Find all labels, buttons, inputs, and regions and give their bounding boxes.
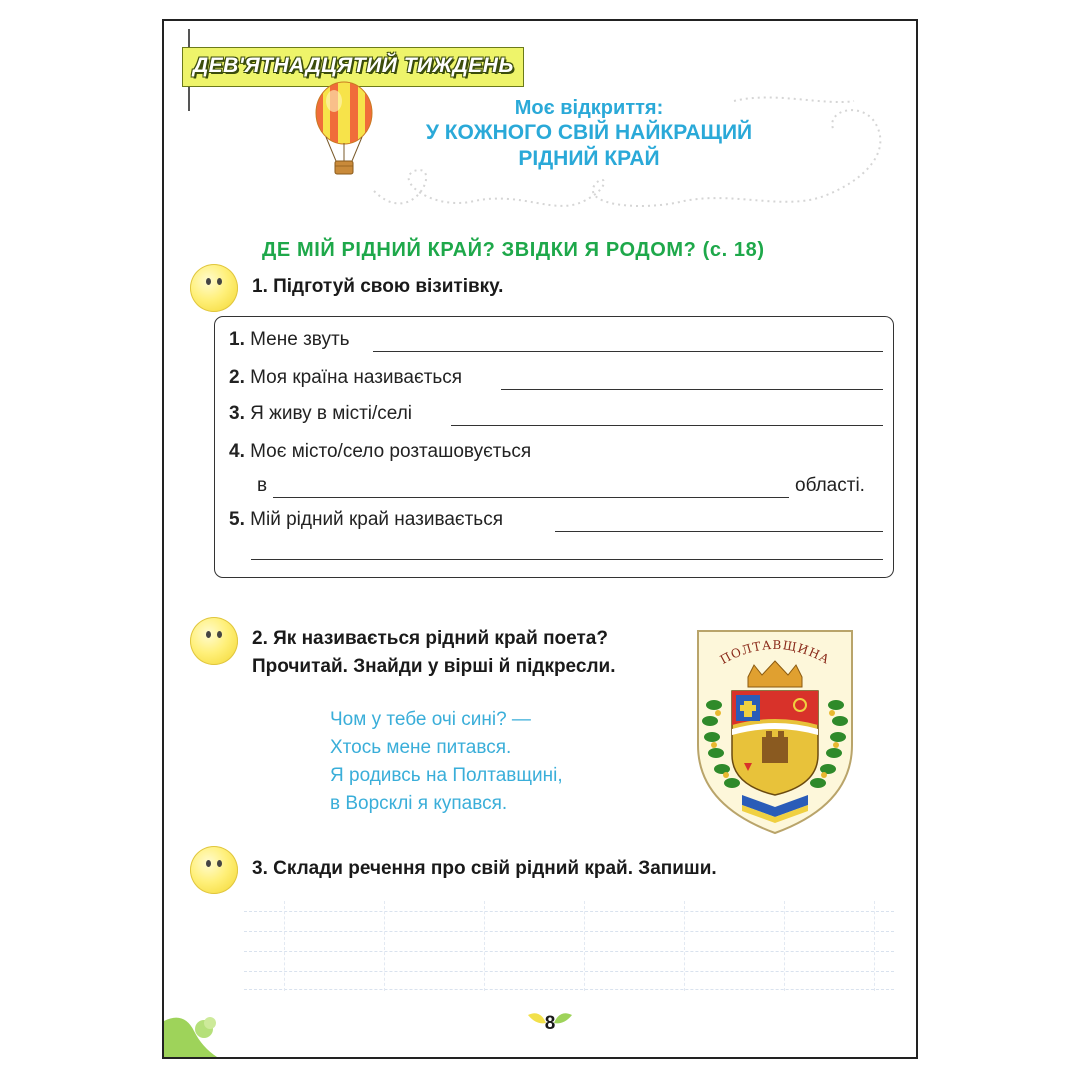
leaf-decoration-icon bbox=[164, 1001, 234, 1059]
form-item-5 bbox=[229, 509, 503, 531]
discovery-title-line1: У КОЖНОГО СВІЙ НАЙКРАЩИЙ bbox=[425, 121, 753, 144]
workbook-page bbox=[162, 19, 918, 1059]
form-item-label: Мій рідний край називається bbox=[250, 509, 503, 530]
native-land-input-line[interactable] bbox=[555, 531, 883, 532]
form-item-label: Моя країна називається bbox=[250, 367, 463, 388]
poem-line: Я родивсь на Полтавщині, bbox=[330, 765, 563, 786]
region-suffix: області. bbox=[795, 475, 865, 496]
city-input-line[interactable] bbox=[451, 425, 883, 426]
name-input-line[interactable] bbox=[373, 351, 883, 352]
task1-title: 1. Підготуй свою візитівку. bbox=[252, 276, 504, 297]
poltava-coat-of-arms-icon bbox=[692, 625, 858, 839]
emblem-caption: ПОЛТАВЩИНА bbox=[717, 637, 833, 667]
task2-title-line2: Прочитай. Знайди у вірші й підкресли. bbox=[252, 656, 616, 677]
task3-title: 3. Склади речення про свій рідний край. Запиши. bbox=[252, 858, 717, 879]
form-item-number: 1. bbox=[229, 329, 245, 350]
smiley-icon bbox=[190, 617, 238, 665]
poem-line: в Ворсклі я купався. bbox=[330, 793, 508, 814]
discovery-title-line2: РІДНИЙ КРАЙ bbox=[518, 147, 660, 170]
native-land-input-line-2[interactable] bbox=[251, 559, 883, 560]
discovery-label: Моє відкриття: bbox=[514, 97, 664, 119]
form-item-number: 4. bbox=[229, 441, 245, 462]
task2-title-line1: 2. Як називається рідний край поета? bbox=[252, 628, 608, 649]
form-item-2 bbox=[229, 367, 462, 389]
smiley-icon bbox=[190, 264, 238, 312]
region-prefix: в bbox=[257, 475, 268, 496]
form-item-1 bbox=[229, 329, 350, 351]
form-item-3 bbox=[229, 403, 412, 425]
poem bbox=[330, 706, 563, 818]
country-input-line[interactable] bbox=[501, 389, 883, 390]
region-input-line[interactable] bbox=[273, 497, 789, 498]
section-heading: ДЕ МІЙ РІДНИЙ КРАЙ? ЗВІДКИ Я РОДОМ? (с. 18) bbox=[262, 239, 765, 261]
week-label: ДЕВ'ЯТНАДЦЯТИЙ ТИЖДЕНЬ bbox=[193, 54, 514, 77]
poem-line: Чом у тебе очі сині? — bbox=[330, 709, 531, 730]
discovery-block bbox=[364, 96, 814, 172]
handwriting-area[interactable] bbox=[244, 901, 894, 991]
smiley-icon bbox=[190, 846, 238, 894]
form-item-number: 2. bbox=[229, 367, 245, 388]
form-item-number: 5. bbox=[229, 509, 245, 530]
form-item-label: Мене звуть bbox=[250, 329, 350, 350]
form-item-label: Я живу в місті/селі bbox=[250, 403, 413, 424]
page-number-badge bbox=[526, 1009, 574, 1043]
poem-line: Хтось мене питався. bbox=[330, 737, 512, 758]
page-number: 8 bbox=[544, 1013, 556, 1034]
form-item-number: 3. bbox=[229, 403, 245, 424]
business-card-form bbox=[214, 316, 894, 578]
form-item-4 bbox=[229, 441, 531, 463]
task2-title bbox=[252, 625, 615, 681]
form-item-label: Моє місто/село розташовується bbox=[250, 441, 532, 462]
